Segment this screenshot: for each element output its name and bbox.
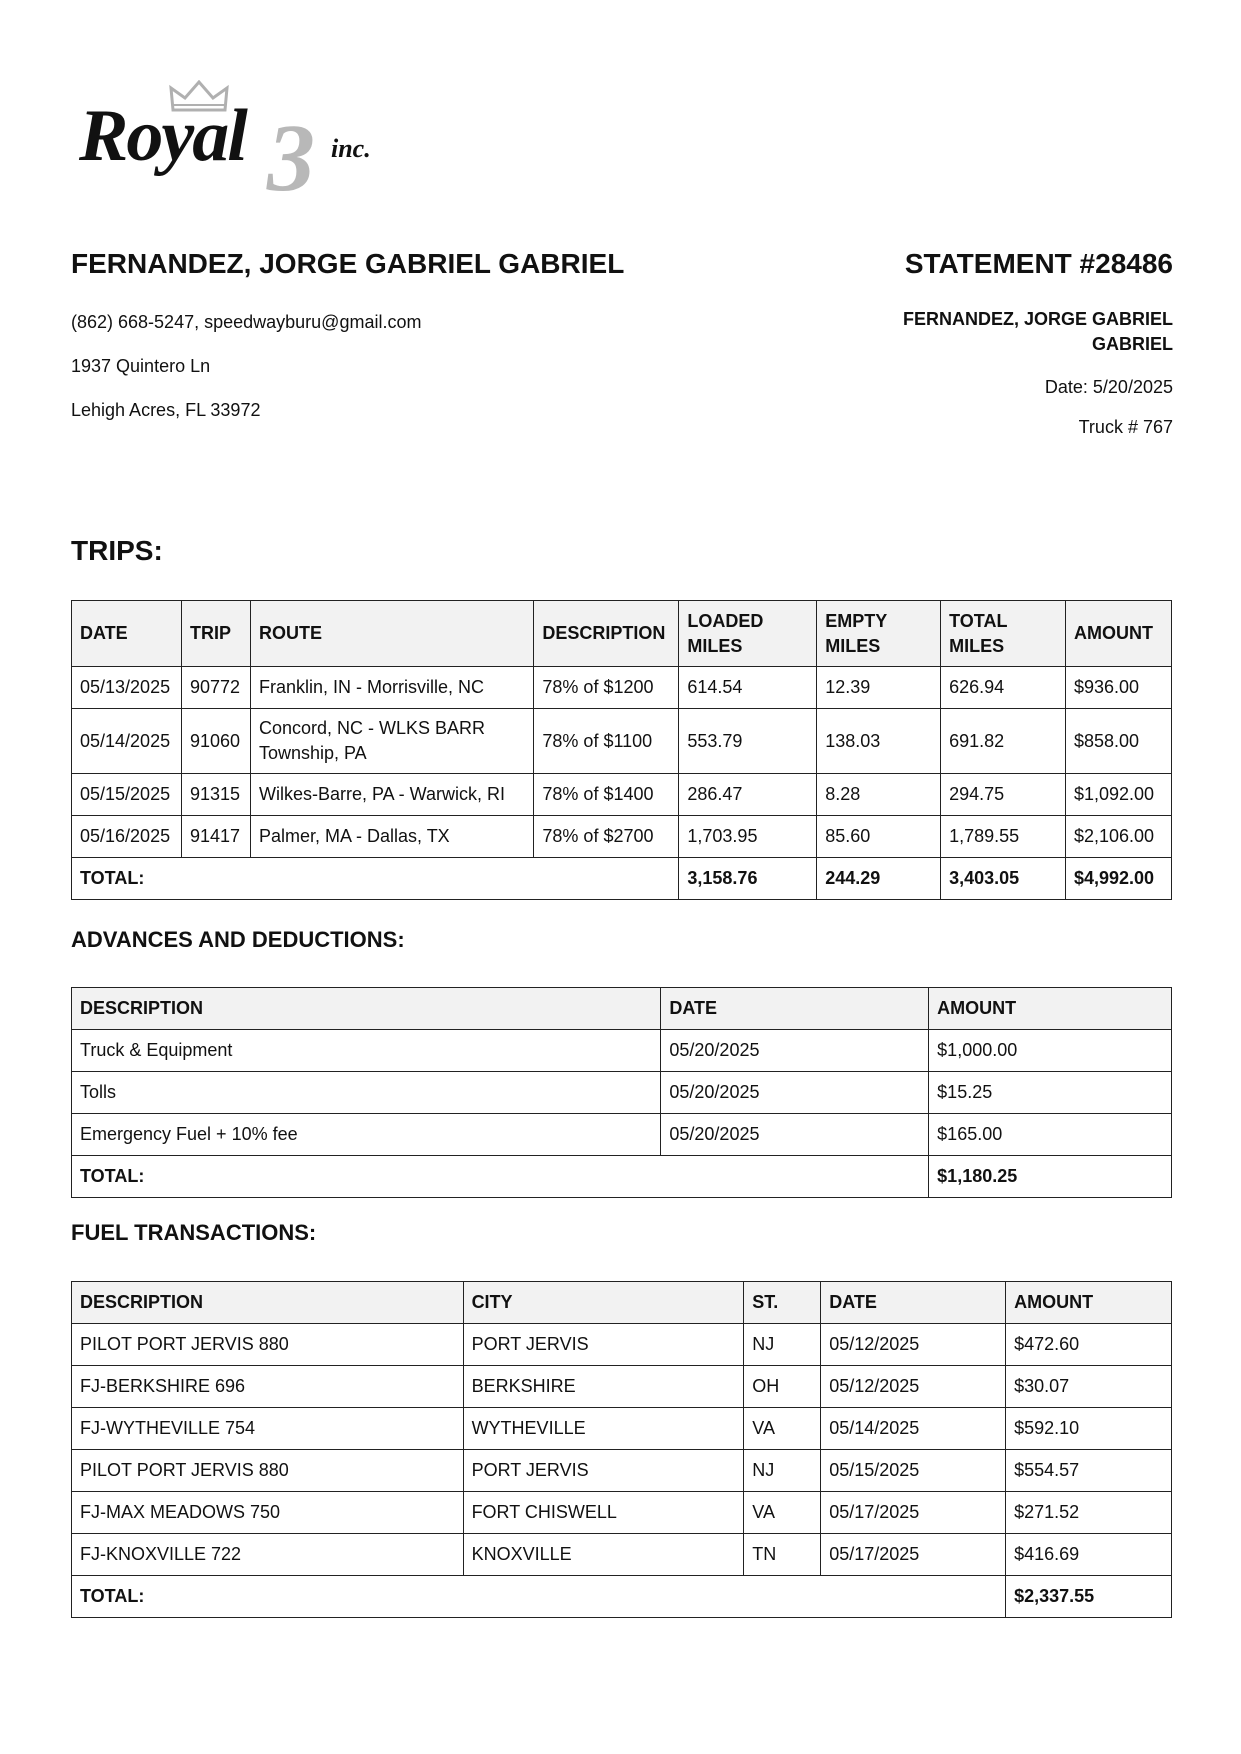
table-cell: $472.60 bbox=[1006, 1324, 1172, 1366]
table-cell: $416.69 bbox=[1006, 1534, 1172, 1576]
table-cell: 05/12/2025 bbox=[821, 1324, 1006, 1366]
total-row bbox=[72, 858, 1172, 900]
table-cell: 1,703.95 bbox=[679, 816, 817, 858]
table-cell: Palmer, MA - Dallas, TX bbox=[250, 816, 533, 858]
table-cell: NJ bbox=[744, 1450, 821, 1492]
table-cell: 05/17/2025 bbox=[821, 1534, 1006, 1576]
table-cell: $1,092.00 bbox=[1065, 774, 1171, 816]
table-cell: 1,789.55 bbox=[941, 816, 1066, 858]
table-cell: 286.47 bbox=[679, 774, 817, 816]
truck-number: Truck # 767 bbox=[1078, 417, 1173, 437]
table-cell: 78% of $1200 bbox=[534, 667, 679, 709]
table-cell: 05/14/2025 bbox=[821, 1408, 1006, 1450]
table-row bbox=[72, 1114, 1172, 1156]
table-cell: 05/17/2025 bbox=[821, 1492, 1006, 1534]
driver-contact-block bbox=[71, 312, 421, 444]
table-row bbox=[72, 1450, 1172, 1492]
table-row bbox=[72, 1072, 1172, 1114]
column-header: CITY bbox=[463, 1282, 744, 1324]
table-cell: 78% of $1400 bbox=[534, 774, 679, 816]
table-cell: $165.00 bbox=[929, 1114, 1172, 1156]
table-cell: 05/16/2025 bbox=[72, 816, 182, 858]
table-row bbox=[72, 1324, 1172, 1366]
statement-driver-name: FERNANDEZ, JORGE GABRIEL GABRIEL bbox=[902, 309, 1173, 354]
table-cell: PILOT PORT JERVIS 880 bbox=[72, 1324, 464, 1366]
table-cell: 691.82 bbox=[941, 709, 1066, 774]
table-cell: 78% of $2700 bbox=[534, 816, 679, 858]
table-cell: 626.94 bbox=[941, 667, 1066, 709]
column-header: DESCRIPTION bbox=[72, 988, 661, 1030]
table-row bbox=[72, 1534, 1172, 1576]
table-cell: 91417 bbox=[181, 816, 250, 858]
table-cell: Concord, NC - WLKS BARR Township, PA bbox=[250, 709, 533, 774]
driver-address-line2: Lehigh Acres, FL 33972 bbox=[71, 400, 261, 420]
table-cell: 05/13/2025 bbox=[72, 667, 182, 709]
table-cell: 05/20/2025 bbox=[661, 1030, 929, 1072]
column-header: AMOUNT bbox=[929, 988, 1172, 1030]
table-cell: Emergency Fuel + 10% fee bbox=[72, 1114, 661, 1156]
table-cell: 05/20/2025 bbox=[661, 1072, 929, 1114]
table-header-row bbox=[72, 1282, 1172, 1324]
column-header: DATE bbox=[72, 601, 182, 667]
table-cell: Tolls bbox=[72, 1072, 661, 1114]
total-miles: 3,403.05 bbox=[941, 858, 1066, 900]
table-cell: $271.52 bbox=[1006, 1492, 1172, 1534]
table-cell: 12.39 bbox=[817, 667, 941, 709]
table-row bbox=[72, 774, 1172, 816]
table-cell: 294.75 bbox=[941, 774, 1066, 816]
table-cell: $554.57 bbox=[1006, 1450, 1172, 1492]
table-cell: $1,000.00 bbox=[929, 1030, 1172, 1072]
column-header: DESCRIPTION bbox=[72, 1282, 464, 1324]
table-cell: 8.28 bbox=[817, 774, 941, 816]
statement-date: Date: 5/20/2025 bbox=[1044, 377, 1173, 397]
total-loaded-miles: 3,158.76 bbox=[679, 858, 817, 900]
table-row bbox=[72, 1408, 1172, 1450]
driver-phone-email: (862) 668-5247, speedwayburu@gmail.com bbox=[71, 312, 422, 332]
logo-numeral: 3 bbox=[267, 104, 315, 211]
table-cell: Truck & Equipment bbox=[72, 1030, 661, 1072]
fuel-title: FUEL TRANSACTIONS: bbox=[71, 1220, 317, 1245]
total-row bbox=[72, 1576, 1172, 1618]
table-cell: TN bbox=[744, 1534, 821, 1576]
table-cell: $592.10 bbox=[1006, 1408, 1172, 1450]
fuel-table bbox=[71, 1281, 1172, 1618]
table-cell: BERKSHIRE bbox=[463, 1366, 744, 1408]
column-header: TRIP bbox=[181, 601, 250, 667]
total-amount: $2,337.55 bbox=[1006, 1576, 1172, 1618]
table-cell: 91315 bbox=[181, 774, 250, 816]
total-empty-miles: 244.29 bbox=[817, 858, 941, 900]
total-amount: $1,180.25 bbox=[929, 1156, 1172, 1198]
table-cell: 85.60 bbox=[817, 816, 941, 858]
table-row bbox=[72, 1030, 1172, 1072]
total-label: TOTAL: bbox=[72, 1156, 929, 1198]
table-header-row bbox=[72, 988, 1172, 1030]
table-cell: 05/12/2025 bbox=[821, 1366, 1006, 1408]
table-row bbox=[72, 1492, 1172, 1534]
table-cell: 05/14/2025 bbox=[72, 709, 182, 774]
table-cell: 553.79 bbox=[679, 709, 817, 774]
table-cell: 90772 bbox=[181, 667, 250, 709]
column-header: DESCRIPTION bbox=[534, 601, 679, 667]
column-header: ROUTE bbox=[250, 601, 533, 667]
table-cell: $30.07 bbox=[1006, 1366, 1172, 1408]
trips-table bbox=[71, 600, 1172, 900]
statement-header bbox=[653, 248, 1173, 437]
table-cell: KNOXVILLE bbox=[463, 1534, 744, 1576]
table-cell: WYTHEVILLE bbox=[463, 1408, 744, 1450]
table-cell: $858.00 bbox=[1065, 709, 1171, 774]
table-cell: 138.03 bbox=[817, 709, 941, 774]
table-cell: 78% of $1100 bbox=[534, 709, 679, 774]
column-header: DATE bbox=[661, 988, 929, 1030]
total-amount: $4,992.00 bbox=[1065, 858, 1171, 900]
logo-suffix: inc. bbox=[331, 134, 371, 163]
total-label: TOTAL: bbox=[72, 1576, 1006, 1618]
table-cell: 614.54 bbox=[679, 667, 817, 709]
table-row bbox=[72, 1366, 1172, 1408]
table-cell: PORT JERVIS bbox=[463, 1450, 744, 1492]
table-cell: 05/15/2025 bbox=[72, 774, 182, 816]
table-row bbox=[72, 709, 1172, 774]
table-cell: $936.00 bbox=[1065, 667, 1171, 709]
table-row bbox=[72, 667, 1172, 709]
table-cell: VA bbox=[744, 1408, 821, 1450]
table-cell: $15.25 bbox=[929, 1072, 1172, 1114]
table-cell: PORT JERVIS bbox=[463, 1324, 744, 1366]
table-header-row bbox=[72, 601, 1172, 667]
table-cell: FJ-WYTHEVILLE 754 bbox=[72, 1408, 464, 1450]
table-cell: NJ bbox=[744, 1324, 821, 1366]
advances-table bbox=[71, 987, 1172, 1198]
column-header: DATE bbox=[821, 1282, 1006, 1324]
table-cell: VA bbox=[744, 1492, 821, 1534]
table-cell: PILOT PORT JERVIS 880 bbox=[72, 1450, 464, 1492]
table-cell: 05/15/2025 bbox=[821, 1450, 1006, 1492]
table-cell: FORT CHISWELL bbox=[463, 1492, 744, 1534]
company-logo bbox=[79, 72, 389, 211]
driver-name: FERNANDEZ, JORGE GABRIEL GABRIEL bbox=[71, 248, 625, 279]
driver-address-line1: 1937 Quintero Ln bbox=[71, 356, 211, 376]
logo-word: Royal bbox=[79, 95, 246, 177]
column-header: AMOUNT bbox=[1006, 1282, 1172, 1324]
table-cell: FJ-BERKSHIRE 696 bbox=[72, 1366, 464, 1408]
table-row bbox=[72, 816, 1172, 858]
table-cell: Wilkes-Barre, PA - Warwick, RI bbox=[250, 774, 533, 816]
table-cell: $2,106.00 bbox=[1065, 816, 1171, 858]
table-cell: 05/20/2025 bbox=[661, 1114, 929, 1156]
table-cell: Franklin, IN - Morrisville, NC bbox=[250, 667, 533, 709]
column-header: TOTAL MILES bbox=[941, 601, 1066, 667]
table-cell: FJ-MAX MEADOWS 750 bbox=[72, 1492, 464, 1534]
table-cell: 91060 bbox=[181, 709, 250, 774]
table-cell: FJ-KNOXVILLE 722 bbox=[72, 1534, 464, 1576]
table-cell: OH bbox=[744, 1366, 821, 1408]
column-header: ST. bbox=[744, 1282, 821, 1324]
trips-title: TRIPS: bbox=[71, 535, 163, 566]
total-row bbox=[72, 1156, 1172, 1198]
total-label: TOTAL: bbox=[72, 858, 679, 900]
statement-number: STATEMENT #28486 bbox=[904, 248, 1173, 279]
column-header: EMPTY MILES bbox=[817, 601, 941, 667]
column-header: AMOUNT bbox=[1065, 601, 1171, 667]
advances-title: ADVANCES AND DEDUCTIONS: bbox=[71, 927, 405, 952]
column-header: LOADED MILES bbox=[679, 601, 817, 667]
